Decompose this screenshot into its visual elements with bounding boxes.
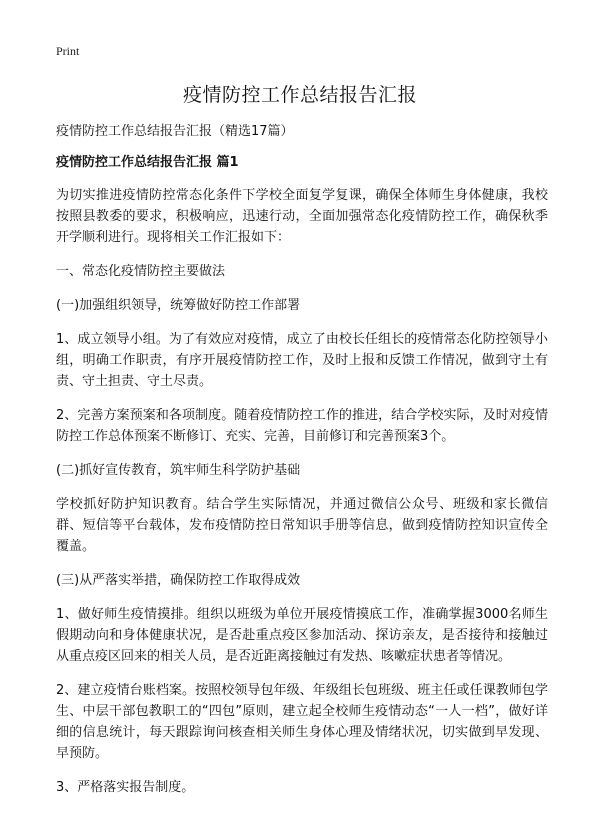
sub2-heading: (二)抓好宣传教育，筑牢师生科学防护基础	[56, 463, 301, 478]
sub1-heading: (一)加强组织领导，统筹做好防控工作部署	[56, 298, 301, 313]
intro-paragraph: 为切实推进疫情防控常态化条件下学校全面复学复课，确保全体师生身体健康，我校按照县教委的要求，积极响应，迅速行动，全面加强常态化疫情防控工作，确保秋季开学顺利进行。现将相关工作汇报如下：	[56, 188, 548, 245]
sub2-paragraph: 学校抓好防护知识教育。结合学生实际情况，并通过微信公众号、班级和家长微信群、短信等平台载体，发布疫情防控日常知识手册等信息，做到疫情防控知识宣传全覆盖。	[56, 497, 548, 554]
document-body	[56, 121, 548, 811]
print-label: Print	[56, 44, 80, 58]
sub3-item1: 1、做好师生疫情摸排。组织以班级为单位开展疫情摸底工作，准确掌握3000名师生假期动向和身体健康状况，是否赴重点疫区参加活动、探访亲友，是否接待和接触过从重点疫区回来的相关人员，是否近距离接触过有发热、咳嗽症状患者等情况。	[56, 607, 548, 664]
sub3-heading: (三)从严落实举措，确保防控工作取得成效	[56, 573, 301, 588]
sub1-item2: 2、完善方案预案和各项制度。随着疫情防控工作的推进，结合学校实际，及时对疫情防控工作总体预案不断修订、充实、完善，目前修订和完善预案3个。	[56, 408, 548, 444]
sub1-item1: 1、成立领导小组。为了有效应对疫情，成立了由校长任组长的疫情常态化防控领导小组，明确工作职责，有序开展疫情防控工作，及时上报和反馈工作情况，做到守土有责、守土担责、守土尽责。	[56, 332, 548, 389]
sub3-item2: 2、建立疫情台账档案。按照校领导包年级、年级组长包班级、班主任或任课教师包学生、中层干部包教职工的“四包”原则，建立起全校师生疫情动态“一人一档”，做好详细的信息统计，每天跟踪询问核查相关师生身体心理及情绪状况，切实做到早发现、早预防。	[56, 683, 548, 761]
document-title: 疫情防控工作总结报告汇报	[182, 84, 417, 106]
section-title: 疫情防控工作总结报告汇报 篇1	[56, 155, 239, 170]
sub3-item3: 3、严格落实报告制度。	[56, 780, 195, 795]
document-subtitle: 疫情防控工作总结报告汇报（精选17篇）	[56, 124, 294, 139]
part1-heading: 一、常态化疫情防控主要做法	[56, 264, 226, 279]
